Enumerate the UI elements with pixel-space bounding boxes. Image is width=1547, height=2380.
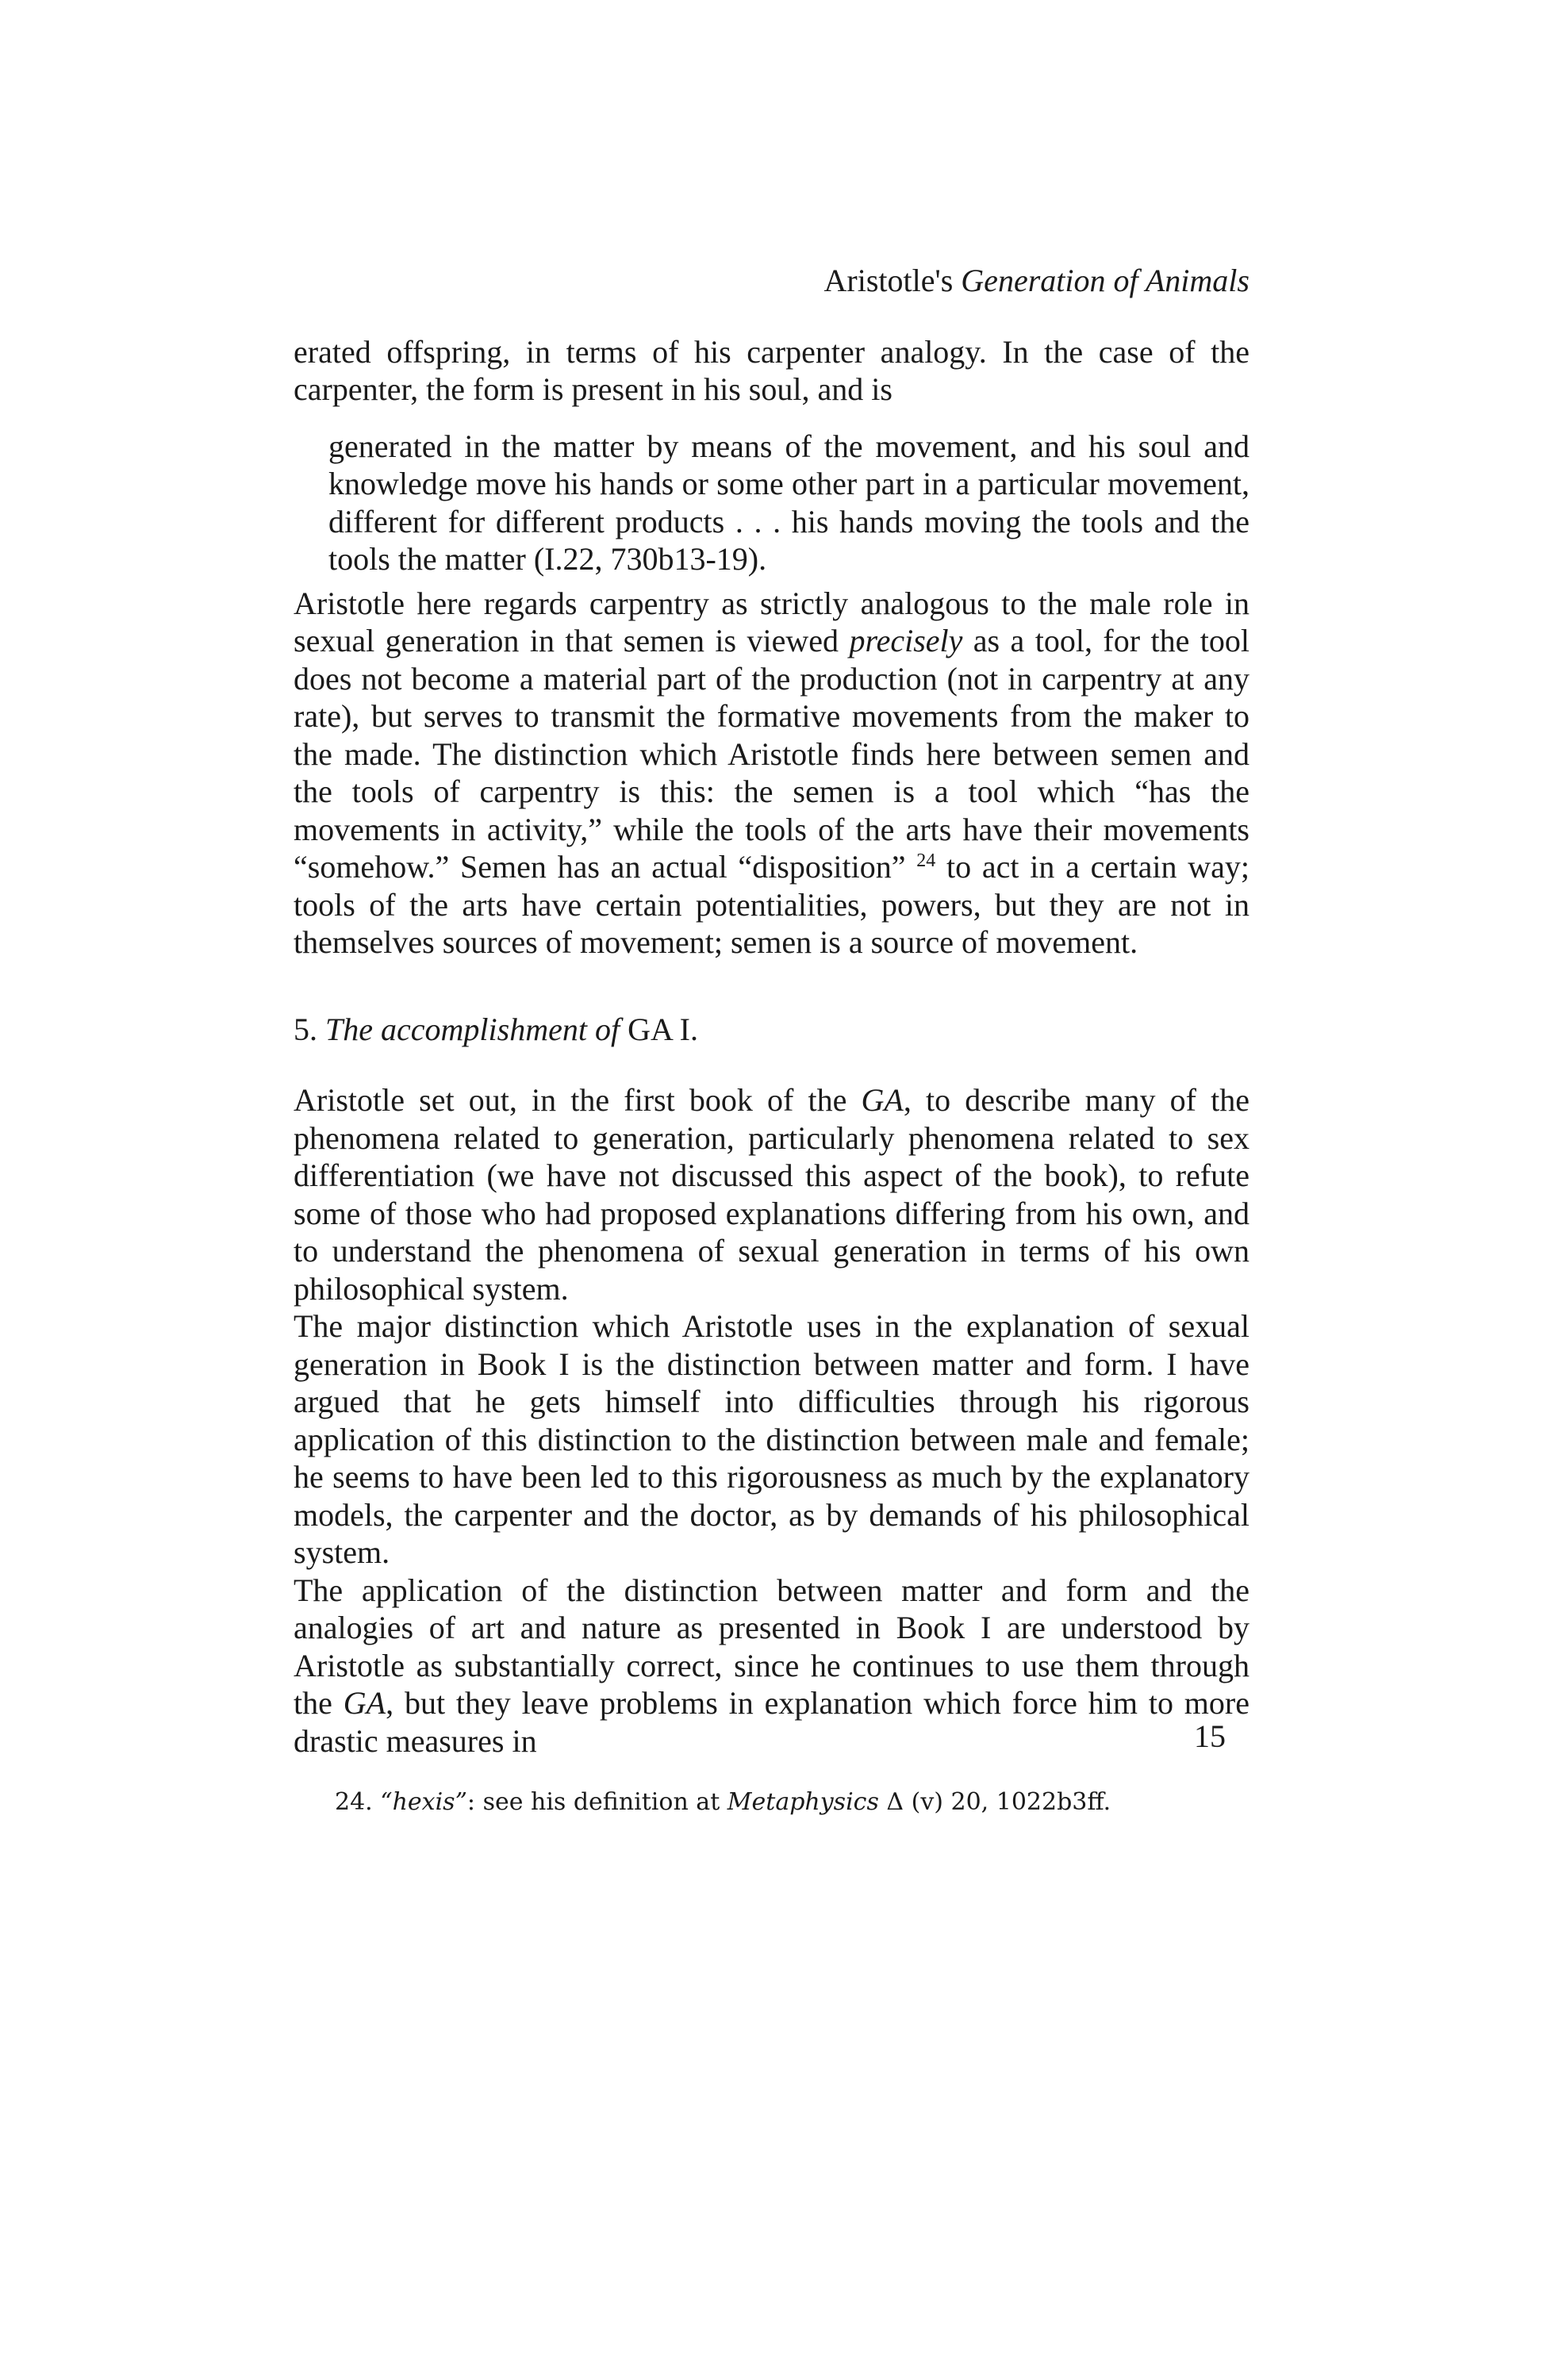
running-head-title: Generation of Animals [961, 263, 1250, 298]
paragraph-5-text-c: , but they leave problems in explanation which force him to more drastic measures in [294, 1685, 1250, 1759]
footnote-text-c: Δ (v) 20, 1022b3ff. [878, 1788, 1111, 1816]
paragraph-5-text-a: The application of the distinction between matter and form and the analogies of art and nature as presented in Book I are understood by Aristotle as substantially correct, since he continues to use them through the [294, 1572, 1250, 1721]
footnote-24 [335, 1788, 1250, 1817]
footnote-number: 24. [335, 1788, 381, 1816]
paragraph-3-text-c: , to describe many of the phenomena related to generation, particularly phenomena related to sex differentiation (we have not discussed this aspect of the book), to refute some of those who had proposed explanations differing from his own, and to understand the phenomena of sexual generation in terms of his own philosophical system. [294, 1082, 1250, 1307]
paragraph-3-ga: GA [861, 1082, 904, 1118]
page-content [294, 262, 1250, 1817]
paragraph-3-text-a: Aristotle set out, in the first book of the [294, 1082, 862, 1118]
paragraph-5 [294, 1572, 1250, 1760]
footnote-text-a: : see his definition at [466, 1788, 727, 1816]
block-quote: generated in the matter by means of the movement, and his soul and knowledge move his hands or some other part in a particular movement, different for different products . . . his hands moving the tools and the tools the matter (I.22, 730b13-19). [328, 428, 1250, 577]
paragraph-1: erated offspring, in terms of his carpenter analogy. In the case of the carpenter, the form is present in his soul, and is [294, 333, 1250, 407]
paragraph-2-text-a: Aristotle here regards carpentry as strictly analogous to the male role in sexual generation in that semen is viewed [294, 585, 1250, 658]
section-title-end: GA I. [620, 1011, 698, 1047]
paragraph-5-ga: GA [343, 1685, 386, 1721]
footnote-term: “hexis” [380, 1788, 467, 1816]
paragraph-2-text-d: to act in a certain way; tools of the arts have certain potentialities, powers, but they are not in themselves sources of movement; semen is a source of movement. [294, 849, 1250, 960]
footnote-metaphysics: Metaphysics [727, 1788, 879, 1816]
running-head-author: Aristotle's [823, 263, 962, 298]
paragraph-2-emphasis: precisely [849, 623, 963, 658]
paragraph-2 [294, 585, 1250, 962]
section-title-italic: The accomplishment of [325, 1011, 620, 1047]
paragraph-4: The major distinction which Aristotle uses in the explanation of sexual generation in Book I is the distinction between matter and form. I have argued that he gets himself into difficulties through his rigorous application of this distinction to the distinction between male and female; he seems to have been led to this rigorousness as much by the explanatory models, the carpenter and the doctor, as by demands of his philosophical system. [294, 1308, 1250, 1570]
section-heading [294, 1011, 1250, 1049]
running-head [294, 262, 1250, 300]
paragraph-2-text-c: as a tool, for the tool does not become a material part of the production (not in carpentry at any rate), but serves to transmit the formative movements from the maker to the made. The distinction which Aristotle finds here between semen and the tools of carpentry is this: the semen is a tool which “has the movements in activity,” while the tools of the arts have their movements “somehow.” Semen has an actual “disposition” [294, 623, 1250, 885]
footnote-reference: 24 [916, 850, 936, 871]
section-number: 5. [294, 1011, 325, 1047]
paragraph-3 [294, 1081, 1250, 1307]
page-number: 15 [1194, 1718, 1226, 1754]
